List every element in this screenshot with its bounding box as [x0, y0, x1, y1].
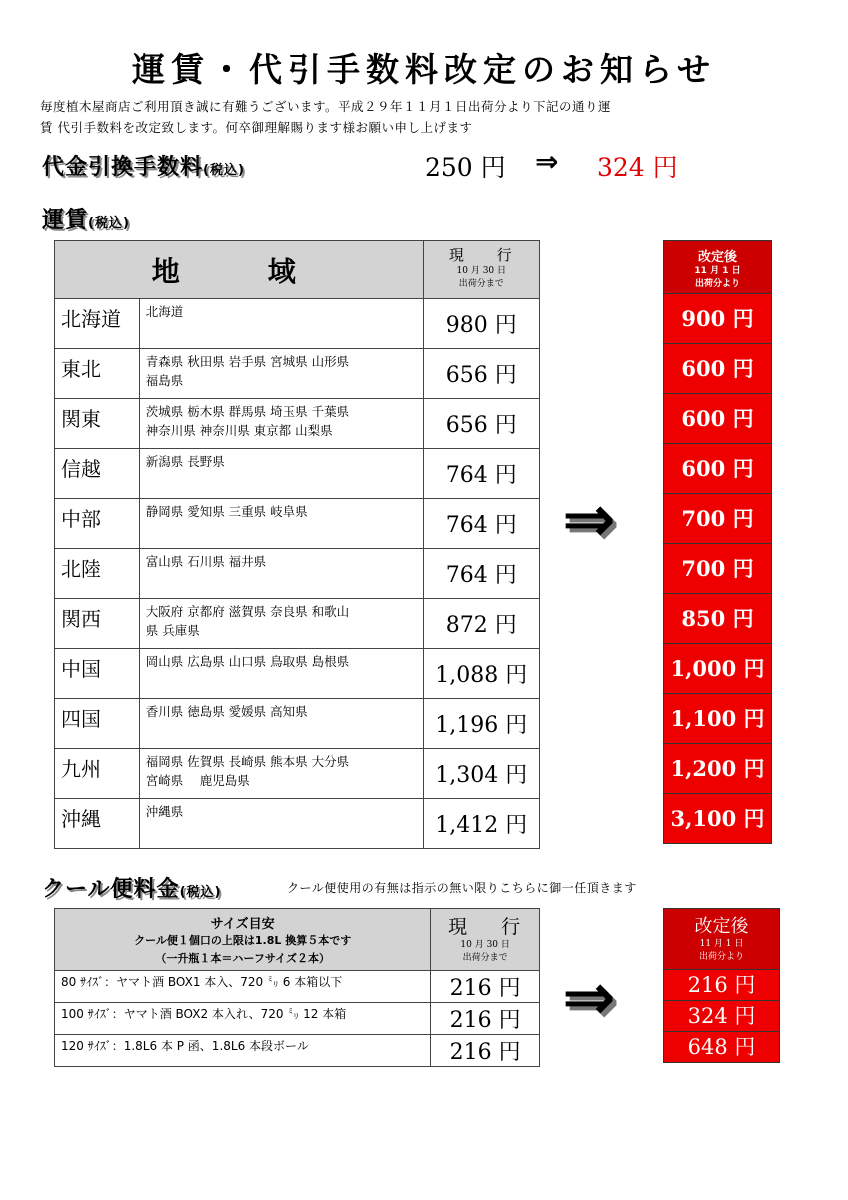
cool-arrow-icon: ⇒: [562, 961, 616, 1035]
shipping-new-column: [663, 240, 772, 844]
table-row: [55, 399, 540, 449]
header-new-sub1: 11 月 1 日: [694, 266, 741, 276]
header-new-sub2: 出荷分より: [694, 279, 740, 289]
current-price: 1,088 円: [423, 649, 539, 699]
cool-header-new-sub2: 出荷分より: [698, 952, 744, 962]
shipping-table: [54, 240, 540, 849]
prefectures-line-2: 神奈川県 神奈川県 東京都 山梨県: [145, 423, 333, 438]
current-price: 656 円: [423, 349, 539, 399]
region-name: 関東: [55, 399, 140, 449]
region-prefectures: [139, 299, 423, 349]
cool-header-new-sub1: 11 月 1 日: [699, 939, 744, 949]
cod-fee-old: 250 円: [425, 153, 506, 182]
prefectures-line-2: 県 兵庫県: [145, 623, 200, 638]
region-prefectures: [139, 549, 423, 599]
prefectures-line-1: 福岡県 佐賀県 長崎県 熊本県 大分県: [145, 754, 350, 769]
new-price: 1,000 円: [663, 644, 772, 694]
header-new: [663, 240, 772, 294]
cool-header-current: [431, 909, 540, 971]
shipping-heading: [42, 203, 130, 234]
new-price: 600 円: [663, 394, 772, 444]
prefectures-line-1: 大阪府 京都府 滋賀県 奈良県 和歌山: [145, 604, 350, 619]
table-row: [55, 299, 540, 349]
region-name: 関西: [55, 599, 140, 649]
table-row: [55, 449, 540, 499]
shipping-label: 運賃: [42, 208, 89, 233]
current-price: 764 円: [423, 499, 539, 549]
table-row: [55, 549, 540, 599]
size-description: 100 ｻｲｽﾞ：ヤマト酒 BOX2 本入れ、720 ㍉ 12 本箱: [55, 1003, 431, 1035]
cool-label: クール便料金: [42, 877, 180, 902]
table-row: [55, 1035, 540, 1067]
current-price: 980 円: [423, 299, 539, 349]
prefectures-line-2: 宮崎県 鹿児島県: [145, 773, 250, 788]
prefectures-line-1: 沖縄県: [145, 804, 184, 819]
prefectures-line-1: 茨城県 栃木県 群馬県 埼玉県 千葉県: [145, 404, 350, 419]
cool-current-price: 216 円: [431, 971, 540, 1003]
table-row: [55, 971, 540, 1003]
cool-tax: (税込): [179, 885, 222, 900]
header-size-sub1: クール便１個口の上限は1.8L 換算５本です: [134, 934, 352, 947]
size-description: 120 ｻｲｽﾞ：1.8L6 本 P 函、1.8L6 本段ボール: [55, 1035, 431, 1067]
header-size-sub2: （一升瓶１本＝ハーフサイズ２本）: [155, 952, 330, 965]
current-price: 764 円: [423, 549, 539, 599]
cool-new-price: 216 円: [663, 970, 780, 1001]
shipping-header-row: [55, 241, 540, 299]
region-name: 北海道: [55, 299, 140, 349]
table-row: [55, 499, 540, 549]
cod-fee-tax: (税込): [203, 163, 245, 178]
header-current-sub1: 10 月 30 日: [456, 266, 507, 276]
region-prefectures: [139, 749, 423, 799]
new-price: 1,100 円: [663, 694, 772, 744]
region-prefectures: [139, 349, 423, 399]
cool-note: クール便使用の有無は指示の無い限りこちらに御一任頂きます: [287, 881, 637, 895]
cool-current-price: 216 円: [431, 1003, 540, 1035]
table-row: [55, 799, 540, 849]
cool-new-column: [663, 908, 780, 1063]
new-price: 600 円: [663, 444, 772, 494]
cool-heading: [42, 872, 221, 903]
region-prefectures: [139, 649, 423, 699]
prefectures-line-2: 福島県: [145, 373, 184, 388]
cod-fee-arrow-icon: ⇒: [535, 145, 559, 178]
prefectures-line-1: 静岡県 愛知県 三重県 岐阜県: [145, 504, 308, 519]
cool-new-price: 324 円: [663, 1001, 780, 1032]
prefectures-line-1: 北海道: [145, 304, 184, 319]
intro-line-2: 賃 代引手数料を改定致します。何卒御理解賜ります様お願い申し上げます: [40, 120, 473, 135]
header-new-label: 改定後: [697, 250, 737, 265]
intro-text: [40, 96, 810, 138]
intro-line-1: 毎度植木屋商店ご利用頂き誠に有難うございます。平成２９年１１月１日出荷分より下記の通り運: [40, 99, 612, 114]
region-prefectures: [139, 449, 423, 499]
prefectures-line-1: 青森県 秋田県 岩手県 宮城県 山形県: [145, 354, 350, 369]
table-row: [55, 599, 540, 649]
cool-header-current-sub2: 出荷分まで: [462, 953, 508, 963]
header-region: 地 域: [55, 241, 424, 299]
current-price: 1,196 円: [423, 699, 539, 749]
table-row: [55, 749, 540, 799]
region-name: 中国: [55, 649, 140, 699]
prefectures-line-1: 富山県 石川県 福井県: [145, 554, 267, 569]
cod-fee-label: 代金引換手数料: [42, 155, 204, 180]
header-current-label: 現 行: [448, 246, 526, 264]
region-prefectures: [139, 399, 423, 449]
cod-fee-new: 324 円: [597, 153, 678, 182]
region-prefectures: [139, 799, 423, 849]
prefectures-line-1: 新潟県 長野県: [145, 454, 225, 469]
cool-header-row: [55, 909, 540, 971]
cod-fee-heading: [42, 150, 245, 181]
current-price: 1,304 円: [423, 749, 539, 799]
table-row: [55, 349, 540, 399]
table-row: [55, 1003, 540, 1035]
prefectures-line-1: 岡山県 広島県 山口県 鳥取県 島根県: [145, 654, 350, 669]
header-current-sub2: 出荷分まで: [458, 279, 504, 289]
new-price: 700 円: [663, 544, 772, 594]
region-prefectures: [139, 499, 423, 549]
region-prefectures: [139, 699, 423, 749]
cool-table: [54, 908, 540, 1067]
header-size-label: サイズ目安: [210, 917, 275, 932]
prefectures-line-1: 香川県 徳島県 愛媛県 高知県: [145, 704, 308, 719]
cool-header-new-label: 改定後: [694, 916, 749, 937]
cool-new-price: 648 円: [663, 1032, 780, 1063]
current-price: 656 円: [423, 399, 539, 449]
size-description: 80 ｻｲｽﾞ：ヤマト酒 BOX1 本入、720 ㍉ 6 本箱以下: [55, 971, 431, 1003]
current-price: 872 円: [423, 599, 539, 649]
region-name: 東北: [55, 349, 140, 399]
new-price: 900 円: [663, 294, 772, 344]
cool-header-current-sub1: 10 月 30 日: [460, 940, 510, 950]
table-row: [55, 699, 540, 749]
cool-header-new: [663, 908, 780, 970]
region-name: 四国: [55, 699, 140, 749]
shipping-tax: (税込): [88, 216, 130, 231]
current-price: 1,412 円: [423, 799, 539, 849]
region-name: 信越: [55, 449, 140, 499]
new-price: 3,100 円: [663, 794, 772, 844]
cool-header-current-label: 現 行: [448, 916, 535, 938]
shipping-arrow-icon: ⇒: [562, 483, 616, 557]
new-price: 850 円: [663, 594, 772, 644]
region-name: 北陸: [55, 549, 140, 599]
region-name: 中部: [55, 499, 140, 549]
new-price: 700 円: [663, 494, 772, 544]
region-name: 九州: [55, 749, 140, 799]
page-title: 運賃・代引手数料改定のお知らせ: [131, 50, 716, 89]
header-current: [423, 241, 539, 299]
region-name: 沖縄: [55, 799, 140, 849]
table-row: [55, 649, 540, 699]
header-size: [55, 909, 431, 971]
region-prefectures: [139, 599, 423, 649]
current-price: 764 円: [423, 449, 539, 499]
new-price: 600 円: [663, 344, 772, 394]
cool-current-price: 216 円: [431, 1035, 540, 1067]
new-price: 1,200 円: [663, 744, 772, 794]
